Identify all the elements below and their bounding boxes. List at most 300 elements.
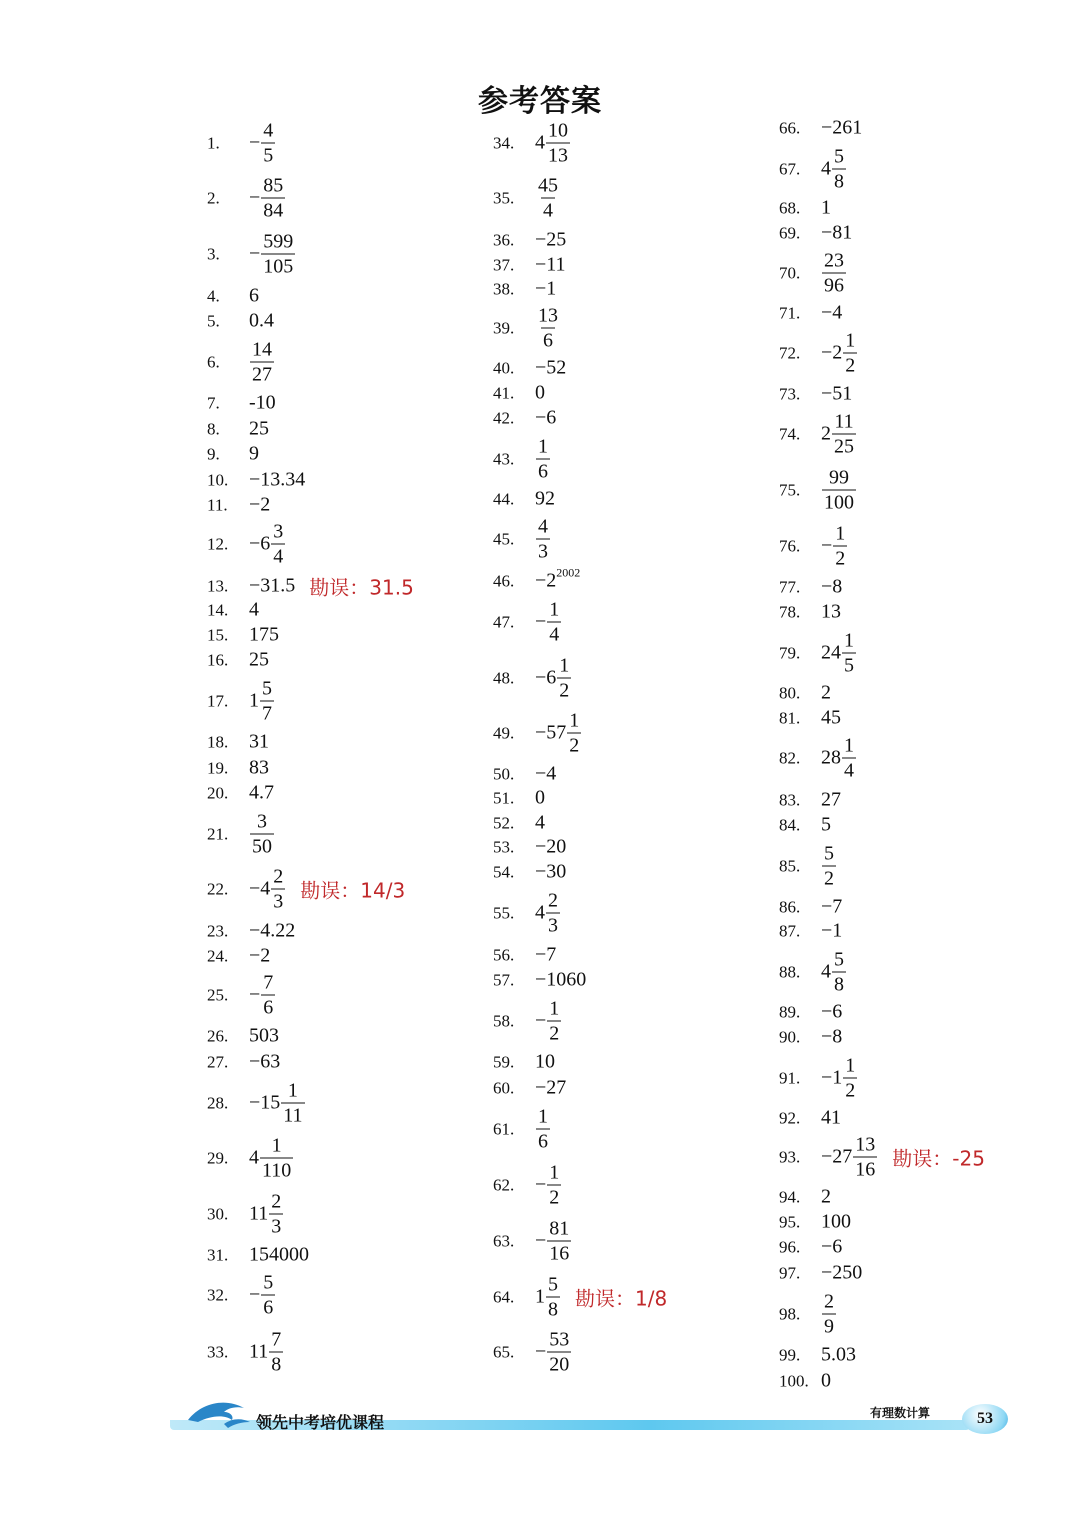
answer-value xyxy=(249,1025,279,1048)
answer-value xyxy=(821,383,852,406)
denominator: 27 xyxy=(252,363,272,386)
answer-value xyxy=(821,1186,831,1209)
answer-text: 4 xyxy=(821,960,831,983)
denominator: 16 xyxy=(549,1242,570,1265)
answer-number: 56. xyxy=(493,945,515,964)
denominator: 8 xyxy=(834,973,844,996)
answer-text: 175 xyxy=(249,623,279,646)
answer-item xyxy=(779,1291,837,1338)
erratum-note: 勘误：1/8 xyxy=(575,1286,668,1311)
answer-number: 37. xyxy=(493,255,515,274)
erratum-note: 勘误：31.5 xyxy=(309,575,414,600)
answer-number: 6. xyxy=(207,352,220,371)
fraction xyxy=(261,120,275,167)
answer-item xyxy=(207,920,295,943)
denominator: 50 xyxy=(252,835,272,858)
answer-number: 48. xyxy=(493,668,515,687)
answer-value xyxy=(535,278,556,301)
answer-value xyxy=(249,972,276,1019)
answer-item xyxy=(779,576,842,599)
answer-number: 81. xyxy=(779,708,801,727)
answer-value xyxy=(535,1077,566,1100)
answer-value xyxy=(249,599,259,622)
answer-number: 70. xyxy=(779,263,801,282)
answer-value xyxy=(821,707,841,730)
denominator: 25 xyxy=(834,435,854,458)
answer-number: 18. xyxy=(207,732,229,751)
numerator: 81 xyxy=(549,1217,570,1240)
answer-item xyxy=(779,601,841,624)
denominator: 2 xyxy=(549,1022,560,1045)
answer-text: 45 xyxy=(821,706,841,729)
answer-item xyxy=(207,231,296,278)
denominator: 9 xyxy=(824,1315,834,1338)
answer-value xyxy=(821,467,857,514)
answer-item xyxy=(779,383,852,406)
answer-value xyxy=(821,1055,858,1102)
numerator: 5 xyxy=(834,145,844,168)
answer-item xyxy=(207,521,286,568)
answer-number: 5. xyxy=(207,311,220,330)
answer-value xyxy=(249,731,269,754)
numerator: 599 xyxy=(263,230,294,253)
answer-value xyxy=(249,443,259,466)
answer-item xyxy=(779,949,847,996)
answer-item xyxy=(207,757,269,780)
answer-text: −81 xyxy=(821,221,853,244)
fraction xyxy=(536,516,550,563)
answer-item xyxy=(207,1135,294,1182)
numerator: 14 xyxy=(252,338,272,361)
fraction xyxy=(536,1106,550,1153)
erratum-note: 勘误：14/3 xyxy=(300,878,406,903)
answer-number: 7. xyxy=(207,393,220,412)
answer-text: −51 xyxy=(821,382,853,405)
answer-value xyxy=(535,1274,561,1321)
answer-number: 84. xyxy=(779,815,801,834)
answer-number: 20. xyxy=(207,783,229,802)
footer-topic: 有理数计算 xyxy=(870,1406,931,1420)
answer-item xyxy=(493,120,571,167)
answer-number: 73. xyxy=(779,384,801,403)
answer-item xyxy=(779,789,841,812)
fraction xyxy=(271,521,285,568)
answer-value xyxy=(821,222,852,245)
answer-text: −2 xyxy=(249,493,271,516)
answer-item xyxy=(207,120,276,167)
answer-value xyxy=(821,630,857,677)
answer-item xyxy=(493,436,551,483)
answer-text: 4 xyxy=(249,1146,259,1169)
answer-value xyxy=(821,843,837,890)
answer-number: 27. xyxy=(207,1052,229,1071)
numerator: 85 xyxy=(263,174,284,197)
answer-text: 2 xyxy=(821,422,831,445)
page-footer xyxy=(170,1392,1020,1442)
answer-value xyxy=(821,789,841,812)
answer-text: 28 xyxy=(821,746,841,769)
answer-value xyxy=(249,418,269,441)
answer-item xyxy=(493,599,562,646)
answer-text: −7 xyxy=(535,943,557,966)
answer-value xyxy=(821,411,857,458)
answer-item xyxy=(207,945,270,968)
footer-brand: 领先中考培优课程 xyxy=(256,1413,385,1432)
answer-text: 1 xyxy=(249,689,259,712)
answer-number: 1. xyxy=(207,133,220,152)
numerator: 7 xyxy=(263,971,274,994)
fraction xyxy=(546,890,560,937)
answer-text: 6 xyxy=(249,284,259,307)
answer-value xyxy=(821,1211,851,1234)
answer-text: 10 xyxy=(535,1050,555,1073)
answer-value xyxy=(535,120,571,167)
answer-item xyxy=(493,763,556,786)
answer-item xyxy=(207,1051,280,1074)
answer-value xyxy=(821,117,862,140)
denominator: 5 xyxy=(263,144,274,167)
answer-number: 89. xyxy=(779,1002,801,1021)
answer-text: 27 xyxy=(821,788,841,811)
fraction xyxy=(261,972,275,1019)
answer-value xyxy=(249,1244,309,1267)
answer-number: 57. xyxy=(493,970,515,989)
answer-number: 21. xyxy=(207,824,229,843)
answer-number: 54. xyxy=(493,862,515,881)
answer-text: −250 xyxy=(821,1261,863,1284)
answer-text: 4 xyxy=(535,131,545,154)
answer-item xyxy=(207,469,305,492)
answer-item xyxy=(207,649,269,672)
answer-number: 91. xyxy=(779,1068,801,1087)
answer-text: −6 xyxy=(249,532,271,555)
numerator: 1 xyxy=(844,629,854,652)
answer-value xyxy=(535,787,545,810)
fraction xyxy=(547,998,561,1045)
numerator: 23 xyxy=(824,249,844,272)
denominator: 2 xyxy=(835,547,846,570)
answer-item xyxy=(493,565,581,593)
answer-text: 1 xyxy=(821,196,831,219)
numerator: 2 xyxy=(273,865,284,888)
fraction xyxy=(271,866,285,913)
answer-text: − xyxy=(249,1283,261,1306)
answer-text: 4 xyxy=(535,901,545,924)
answer-text: −25 xyxy=(535,228,567,251)
answer-text: −6 xyxy=(821,1000,843,1023)
answer-text: − xyxy=(249,131,261,154)
numerator: 5 xyxy=(548,1273,558,1296)
answer-text: 92 xyxy=(535,487,555,510)
answer-text: − xyxy=(249,186,261,209)
answer-item xyxy=(779,222,852,245)
answer-number: 39. xyxy=(493,318,515,337)
answer-text: 4 xyxy=(249,598,259,621)
answer-item xyxy=(493,1077,566,1100)
page-title: 参考答案 xyxy=(478,84,602,119)
answer-number: 17. xyxy=(207,691,229,710)
answer-text: 2 xyxy=(821,1185,831,1208)
answer-text: −30 xyxy=(535,860,567,883)
answer-item xyxy=(493,407,556,430)
denominator: 84 xyxy=(263,199,284,222)
denominator: 7 xyxy=(262,702,272,725)
answer-value xyxy=(535,1051,555,1074)
numerator: 10 xyxy=(548,119,568,142)
answer-number: 43. xyxy=(493,449,515,468)
denominator: 6 xyxy=(543,329,553,352)
answer-number: 66. xyxy=(779,118,801,137)
denominator: 6 xyxy=(538,1130,548,1153)
numerator: 1 xyxy=(559,654,570,677)
answer-number: 30. xyxy=(207,1204,229,1223)
answer-value xyxy=(535,565,581,593)
answer-number: 100. xyxy=(779,1371,809,1390)
answer-item xyxy=(779,1186,831,1209)
answer-number: 26. xyxy=(207,1026,229,1045)
answer-number: 75. xyxy=(779,480,801,499)
answer-text: 154000 xyxy=(249,1243,309,1266)
answer-value xyxy=(249,521,286,568)
answer-text: 0 xyxy=(535,381,545,404)
answer-text: − xyxy=(535,1009,547,1032)
answer-text: 13 xyxy=(821,600,841,623)
numerator: 1 xyxy=(549,598,560,621)
fraction xyxy=(832,949,846,996)
answer-number: 10. xyxy=(207,470,229,489)
answer-number: 38. xyxy=(493,279,515,298)
answer-value xyxy=(249,231,296,278)
answer-value xyxy=(821,197,831,220)
answer-number: 93. xyxy=(779,1147,801,1166)
answer-value xyxy=(249,945,270,968)
answer-value xyxy=(249,920,295,943)
answer-value xyxy=(821,896,842,919)
answer-item xyxy=(207,1272,276,1319)
answer-text: 0 xyxy=(821,1369,831,1392)
answer-value xyxy=(535,488,555,511)
answer-value xyxy=(821,330,858,377)
answer-item xyxy=(493,890,561,937)
answer-item xyxy=(779,920,842,943)
answer-number: 50. xyxy=(493,764,515,783)
answer-text: 100 xyxy=(821,1210,851,1233)
answer-text: −7 xyxy=(821,895,843,918)
answer-number: 99. xyxy=(779,1345,801,1364)
answer-text: −8 xyxy=(821,1025,843,1048)
answer-value xyxy=(821,601,841,624)
answer-number: 58. xyxy=(493,1011,515,1030)
answer-item xyxy=(493,1274,667,1321)
answer-text: − xyxy=(535,610,547,633)
answer-item xyxy=(493,516,551,563)
answer-text: −63 xyxy=(249,1050,281,1073)
numerator: 13 xyxy=(855,1133,876,1156)
answer-item xyxy=(207,782,274,805)
fraction xyxy=(269,1329,283,1376)
numerator: 5 xyxy=(824,842,834,865)
fraction xyxy=(843,1055,857,1102)
denominator: 6 xyxy=(538,460,548,483)
answer-item xyxy=(779,467,857,514)
answer-item xyxy=(207,731,269,754)
answer-value xyxy=(249,866,286,913)
answer-item xyxy=(779,146,847,193)
answer-item xyxy=(493,488,555,511)
fraction xyxy=(822,250,846,297)
fraction xyxy=(557,655,571,702)
fraction xyxy=(842,630,856,677)
answer-number: 71. xyxy=(779,303,801,322)
answer-text: −4 xyxy=(821,301,843,324)
answer-item xyxy=(207,418,269,441)
answer-value xyxy=(249,310,274,333)
answer-number: 72. xyxy=(779,343,801,362)
answer-value xyxy=(249,1191,284,1238)
answer-number: 74. xyxy=(779,424,801,443)
fraction xyxy=(250,811,274,858)
answer-item xyxy=(207,339,275,386)
answer-item xyxy=(207,285,259,308)
denominator: 13 xyxy=(548,144,568,167)
denominator: 105 xyxy=(263,255,294,278)
answer-text: 4 xyxy=(821,157,831,180)
page-number: 53 xyxy=(962,1404,1008,1434)
answer-number: 28. xyxy=(207,1093,229,1112)
answer-number: 96. xyxy=(779,1237,801,1256)
numerator: 1 xyxy=(845,1054,856,1077)
numerator: 1 xyxy=(271,1134,282,1157)
fraction xyxy=(536,436,550,483)
answer-value xyxy=(821,735,857,782)
answer-number: 90. xyxy=(779,1027,801,1046)
answer-number: 98. xyxy=(779,1304,801,1323)
fraction xyxy=(261,1272,275,1319)
answer-text: −6 xyxy=(821,1235,843,1258)
fraction xyxy=(822,843,836,890)
answer-value xyxy=(535,1329,572,1376)
answer-text: −4 xyxy=(535,762,557,785)
answer-value xyxy=(821,146,847,193)
answer-value xyxy=(821,1344,856,1367)
answer-value xyxy=(821,1262,862,1285)
answer-value xyxy=(249,575,295,598)
answer-value xyxy=(535,305,561,352)
answer-number: 67. xyxy=(779,159,801,178)
denominator: 8 xyxy=(834,170,844,193)
answer-item xyxy=(493,305,561,352)
denominator: 2 xyxy=(845,354,856,377)
answer-item xyxy=(493,1051,555,1074)
numerator: 3 xyxy=(257,810,267,833)
answer-text: 4.7 xyxy=(249,781,274,804)
answer-item xyxy=(207,310,274,333)
numerator: 1 xyxy=(538,1105,548,1128)
answer-text: − xyxy=(249,983,261,1006)
answer-number: 13. xyxy=(207,576,229,595)
answer-item xyxy=(779,117,862,140)
erratum-note: 勘误：-25 xyxy=(892,1146,985,1171)
answer-number: 3. xyxy=(207,244,220,263)
answer-text: − xyxy=(535,1229,547,1252)
numerator: 11 xyxy=(834,410,854,433)
answer-number: 59. xyxy=(493,1052,515,1071)
numerator: 53 xyxy=(549,1328,570,1351)
numerator: 1 xyxy=(549,1161,560,1184)
answer-value xyxy=(249,339,275,386)
denominator: 4 xyxy=(273,545,284,568)
answer-number: 4. xyxy=(207,286,220,305)
answer-text: 5.03 xyxy=(821,1343,856,1366)
answer-text: 0 xyxy=(535,786,545,809)
answer-item xyxy=(493,969,586,992)
answer-text: 83 xyxy=(249,756,269,779)
answer-value xyxy=(249,1051,280,1074)
answer-value xyxy=(535,998,562,1045)
answer-item xyxy=(779,1107,841,1130)
answer-text: −6 xyxy=(535,406,557,429)
answer-item xyxy=(493,278,556,301)
answer-number: 31. xyxy=(207,1245,229,1264)
answer-item xyxy=(779,411,857,458)
answer-value xyxy=(821,1291,837,1338)
answer-text: − xyxy=(249,242,261,265)
answer-value xyxy=(249,469,305,492)
answer-number: 24. xyxy=(207,946,229,965)
answer-item xyxy=(779,682,831,705)
fraction xyxy=(833,523,847,570)
answer-value xyxy=(249,649,269,672)
fraction xyxy=(567,710,581,757)
answer-value xyxy=(821,1134,878,1181)
answer-text: −31.5 xyxy=(249,574,296,597)
answer-item xyxy=(207,624,279,647)
answer-number: 51. xyxy=(493,788,515,807)
answer-text: −11 xyxy=(535,253,566,276)
fraction xyxy=(547,599,561,646)
denominator: 20 xyxy=(549,1353,570,1376)
answer-item xyxy=(493,1106,551,1153)
answer-value xyxy=(249,392,276,415)
numerator: 13 xyxy=(538,304,558,327)
denominator: 3 xyxy=(538,540,548,563)
answer-number: 33. xyxy=(207,1342,229,1361)
answer-value xyxy=(535,382,545,405)
answer-number: 40. xyxy=(493,358,515,377)
denominator: 100 xyxy=(824,491,854,514)
numerator: 1 xyxy=(549,997,560,1020)
answer-value xyxy=(535,1162,562,1209)
answer-number: 78. xyxy=(779,602,801,621)
answer-text: −4 xyxy=(249,877,271,900)
answer-value xyxy=(249,494,270,517)
answer-item xyxy=(493,998,562,1045)
answer-item xyxy=(779,1026,842,1049)
answer-value xyxy=(535,1218,572,1265)
answer-item xyxy=(779,1134,985,1181)
answer-number: 63. xyxy=(493,1231,515,1250)
dolphin-icon xyxy=(184,1394,254,1428)
answer-item xyxy=(207,494,270,517)
numerator: 1 xyxy=(845,329,856,352)
answer-number: 86. xyxy=(779,897,801,916)
answer-text: −2 xyxy=(249,944,271,967)
answer-value xyxy=(249,1329,284,1376)
numerator: 45 xyxy=(538,174,558,197)
answer-number: 62. xyxy=(493,1175,515,1194)
answer-value xyxy=(821,1236,842,1259)
answer-text: 24 xyxy=(821,641,841,664)
